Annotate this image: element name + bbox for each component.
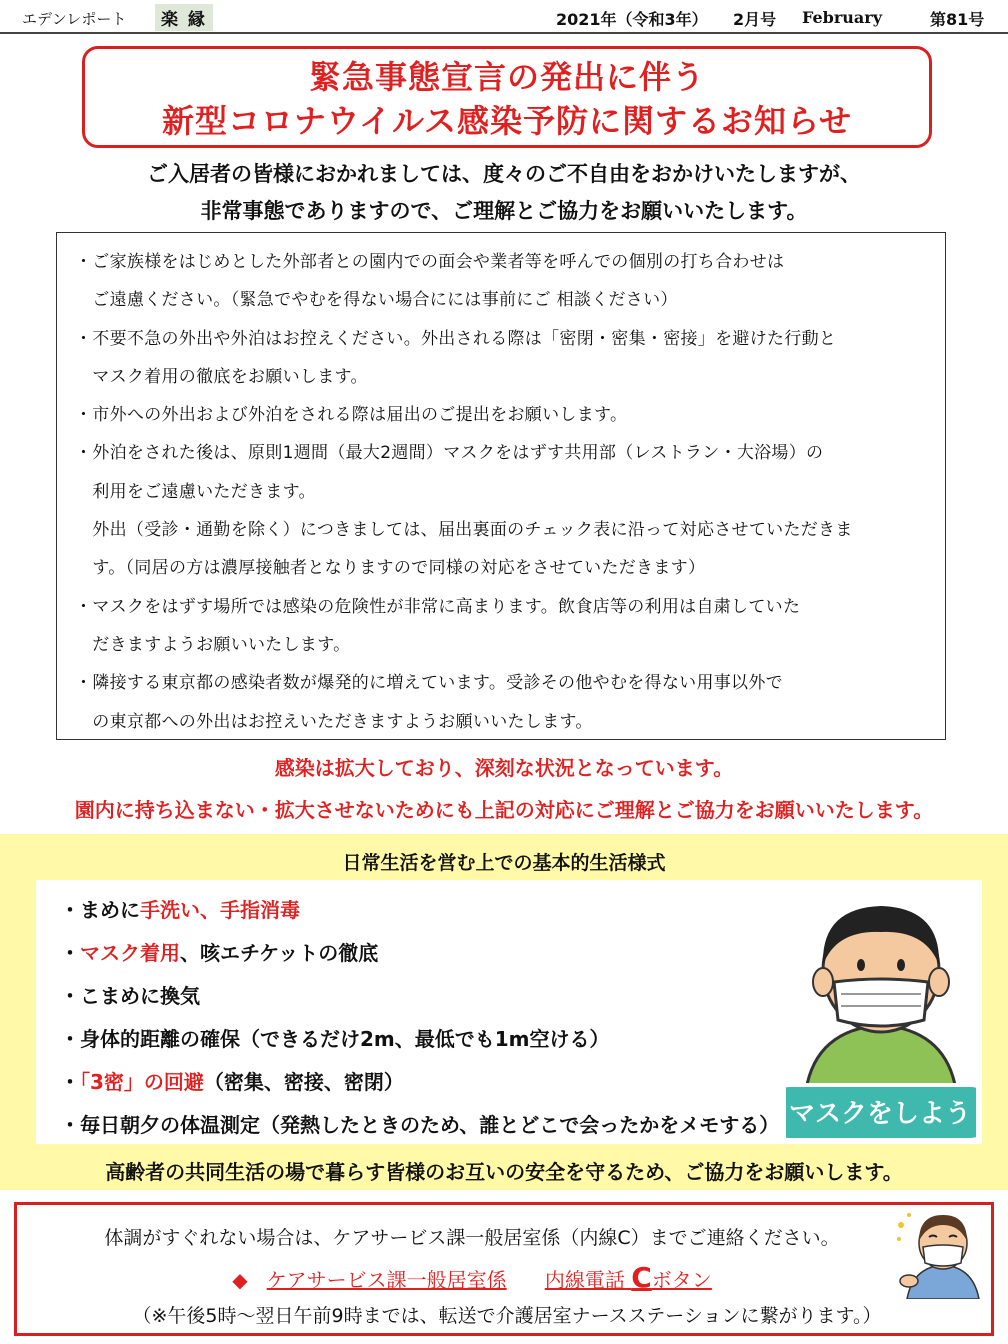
page-header — [0, 0, 1008, 34]
intro-line-2: 非常事態でありますので、ご理解とご協力をお願いいたします。 — [200, 199, 808, 223]
lifestyle-item: ・「3密」の回避（密集、密接、密閉） — [60, 1070, 404, 1094]
intro-text — [0, 156, 1008, 230]
warning-line-1: 感染は拡大しており、深刻な状況となっています。 — [274, 756, 734, 780]
issue-number: 第81号 — [930, 10, 985, 29]
lifestyle-footer: 高齢者の共同生活の場で暮らす皆様のお互いの安全を守るため、ご協力をお願いします。 — [105, 1160, 903, 1184]
notice-line: ・市外への外出および外泊をされる際は届出のご提出をお願いします。 — [75, 405, 628, 426]
lifestyle-section — [0, 834, 1008, 1190]
contact-box — [14, 1202, 994, 1336]
notice-line: 利用をご遠慮いただきます。 — [75, 481, 316, 502]
mask-person-illustration — [786, 890, 976, 1140]
issue-month: 2月号 — [733, 10, 777, 29]
intro-line-1: ご入居者の皆様におかれましては、度々のご不自由をおかけいたしますが、 — [147, 162, 861, 186]
lifestyle-title: 日常生活を営む上での基本的生活様式 — [342, 852, 666, 874]
contact-line-2 — [17, 1261, 997, 1294]
brand-logo: 楽 縁 — [155, 4, 213, 31]
notice-line: ・不要不急の外出や外泊はお控えください。外出される際は「密閉・密集・密接」を避けた行動と — [75, 328, 837, 349]
notice-line: ・外泊をされた後は、原則1週間（最大2週間）マスクをはずす共用部（レストラン・大浴場）の — [75, 443, 824, 464]
nurse-illustration — [893, 1207, 991, 1299]
lifestyle-item: ・マスク着用、咳エチケットの徹底 — [60, 941, 379, 965]
lifestyle-panel — [36, 880, 982, 1144]
title-box — [82, 46, 932, 148]
notice-line: す。（同居の方は濃厚接触者となりますので同様の対応をさせていただきます） — [75, 558, 706, 579]
mask-badge-text: マスクをしよう — [788, 1099, 972, 1129]
lifestyle-item: ・毎日朝夕の体温測定（発熱したときのため、誰とどこで会ったかをメモする） — [60, 1113, 780, 1137]
lifestyle-item: ・こまめに換気 — [60, 984, 200, 1008]
diamond-icon: ◆ — [232, 1268, 248, 1292]
contact-line-3: （※午後5時～翌日午前9時までは、転送で介護居室ナースステーションに繋がります。） — [132, 1305, 882, 1327]
notice-line: の東京都への外出はお控えいただきますようお願いいたします。 — [75, 711, 593, 732]
notice-line: ご遠慮ください。（緊急でやむを得ない場合にには事前にご 相談ください） — [75, 290, 678, 311]
lifestyle-item: ・身体的距離の確保（できるだけ2m、最低でも1m空ける） — [60, 1027, 610, 1051]
warning-line-2: 園内に持ち込まない・拡大させないためにも上記の対応にご理解とご協力をお願いいたします。 — [74, 798, 934, 822]
notice-line: ・マスクをはずす場所では感染の危険性が非常に高まります。飲食店等の利用は自粛していた — [75, 596, 801, 617]
notice-line: 外出（受診・通勤を除く）につきましては、届出裏面のチェック表に沿って対応させていただきま — [75, 520, 853, 541]
contact-line-1: 体調がすぐれない場合は、ケアサービス課一般居室係（内線C）までご連絡ください。 — [104, 1227, 840, 1249]
dept-name: ケアサービス課一般居室係 — [266, 1268, 507, 1292]
brand-name: エデンレポート — [22, 10, 127, 28]
notice-line: ・ご家族様をはじめとした外部者との園内での面会や業者等を呼んでの個別の打ち合わせは — [75, 252, 785, 272]
issue-date: 2021年（令和3年） — [556, 10, 708, 29]
notice-box — [56, 232, 946, 740]
issue-month-en: February — [802, 8, 883, 27]
notice-line: ・隣接する東京都の感染者数が爆発的に増えています。受診その他やむを得ない用事以外で — [75, 673, 783, 694]
lifestyle-item: ・まめに手洗い、手指消毒 — [60, 898, 300, 922]
title-line-2: 新型コロナウイルス感染予防に関するお知らせ — [161, 102, 853, 140]
notice-line: だきますようお願いいたします。 — [75, 634, 351, 655]
notice-line: マスク着用の徹底をお願いします。 — [75, 366, 368, 387]
title-line-1: 緊急事態宣言の発出に伴う — [308, 58, 705, 96]
extension-label: 内線電話 Cボタン — [544, 1261, 712, 1294]
